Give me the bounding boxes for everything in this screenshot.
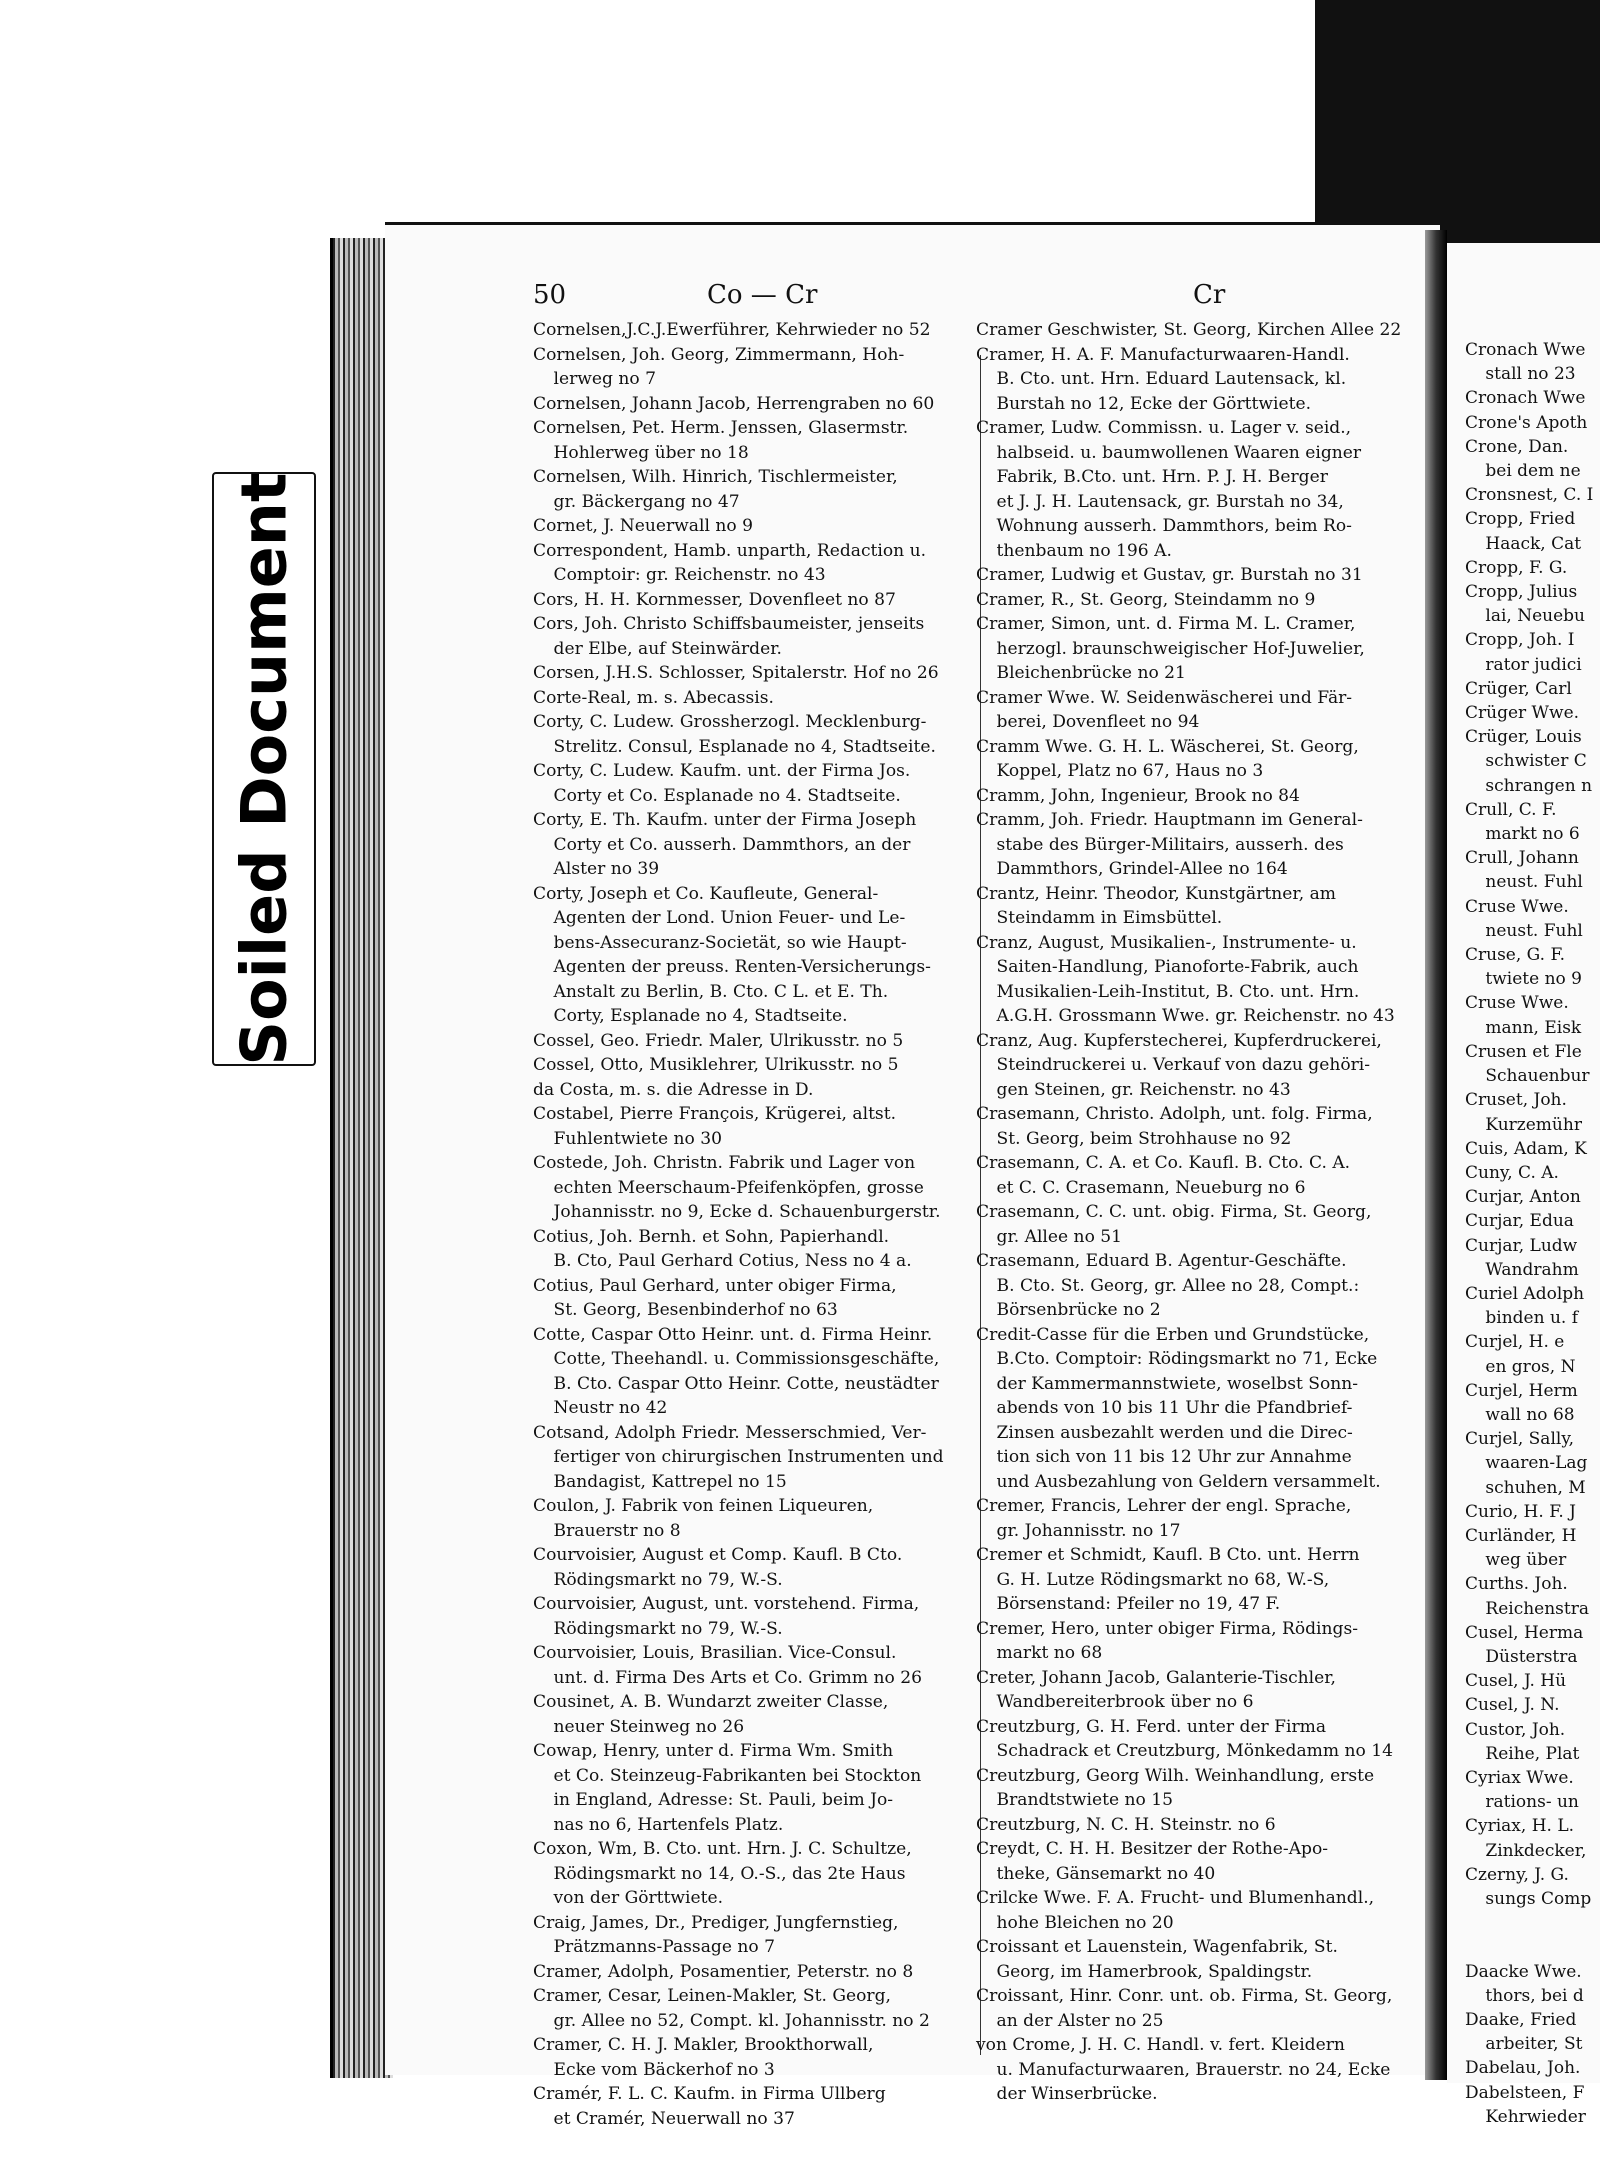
directory-entry-line: Rödingsmarkt no 14, O.-S., das 2te Haus <box>553 1863 906 1884</box>
directory-entry-line: Custor, Joh. <box>1465 1719 1566 1740</box>
directory-entry-line: Correspondent, Hamb. unparth, Redaction u. <box>533 540 927 561</box>
directory-entry-line: theke, Gänsemarkt no 40 <box>996 1863 1216 1884</box>
directory-entry-line: Cramer, R., St. Georg, Steindamm no 9 <box>976 589 1316 610</box>
directory-entry-line: Dabelsteen, F <box>1465 2082 1585 2103</box>
directory-entry-line: Corte-Real, m. s. Abecassis. <box>533 687 774 708</box>
directory-entry-line: Curths. Joh. <box>1465 1574 1568 1595</box>
directory-entry-line: Brandtstwiete no 15 <box>996 1790 1174 1810</box>
directory-entry-line: Cramm, John, Ingenieur, Brook no 84 <box>976 785 1300 806</box>
directory-entry-line: sungs Comp <box>1485 1889 1592 1909</box>
directory-entry-line: bens-Assecuranz-Societät, so wie Haupt- <box>553 932 907 953</box>
directory-entry-line: Wandrahm <box>1485 1259 1579 1280</box>
directory-entry-line: Saiten-Handlung, Pianoforte-Fabrik, auch <box>996 957 1359 977</box>
directory-entry-line: Creter, Johann Jacob, Galanterie-Tischler, <box>976 1667 1336 1688</box>
directory-entry-line: Courvoisier, August et Comp. Kaufl. B Cto. <box>533 1545 903 1565</box>
directory-entry-line: Cors, Joh. Christo Schiffsbaumeister, jenseits <box>533 614 925 634</box>
left-running-title: Co — Cr <box>707 280 818 310</box>
directory-entry-line: Cremer et Schmidt, Kaufl. B Cto. unt. Herrn <box>976 1545 1360 1565</box>
directory-entry-line: Koppel, Platz no 67, Haus no 3 <box>996 761 1264 781</box>
directory-entry-line: B.Cto. Comptoir: Rödingsmarkt no 71, Ecke <box>996 1349 1378 1369</box>
directory-entry-line: Crilcke Wwe. F. A. Frucht- und Blumenhandl., <box>976 1888 1375 1908</box>
directory-entry-line: Fuhlentwiete no 30 <box>553 1128 722 1149</box>
directory-entry-line: schwister C <box>1485 751 1587 772</box>
directory-entry-line: Cronsnest, C. I <box>1465 485 1594 506</box>
directory-entry-line: Cramer, H. A. F. Manufacturwaaren-Handl. <box>976 344 1350 365</box>
directory-entry-line: Zinkdecker, <box>1485 1840 1587 1861</box>
directory-entry-line: Fabrik, B.Cto. unt. Hrn. P. J. H. Berger <box>996 467 1328 487</box>
directory-entry-line: Cramm Wwe. G. H. L. Wäscherei, St. Georg, <box>976 736 1359 757</box>
directory-entry-line: Craig, James, Dr., Prediger, Jungfernstieg, <box>533 1912 899 1933</box>
directory-entry-line: in England, Adresse: St. Pauli, beim Jo- <box>553 1790 894 1810</box>
directory-entry-line: lai, Neuebu <box>1485 606 1585 627</box>
directory-entry-line: Creutzburg, Georg Wilh. Weinhandlung, erste <box>976 1765 1375 1786</box>
directory-entry-line: twiete no 9 <box>1485 969 1582 990</box>
directory-entry-line: von Crome, J. H. C. Handl. v. fert. Kleidern <box>976 2035 1345 2055</box>
directory-entry-line: Bandagist, Kattrepel no 15 <box>553 1471 787 1492</box>
directory-entry-line: Cossel, Geo. Friedr. Maler, Ulrikusstr. no 5 <box>533 1030 904 1051</box>
directory-entry-line: Cremer, Hero, unter obiger Firma, Rödings- <box>976 1618 1359 1639</box>
directory-entry-line: fertiger von chirurgischen Instrumenten und <box>553 1447 944 1467</box>
directory-entry-line: Steindamm in Eimsbüttel. <box>996 908 1223 928</box>
directory-entry-line: Corty, C. Ludew. Grossherzogl. Mecklenburg- <box>533 712 927 732</box>
stamp-label: Soiled Document <box>227 472 301 1066</box>
directory-entry-line: Corty, C. Ludew. Kaufm. unt. der Firma Jos. <box>533 761 911 781</box>
directory-entry-line: Cramér, F. L. C. Kaufm. in Firma Ullberg <box>533 2084 886 2104</box>
directory-entry-line: schuhen, M <box>1485 1477 1586 1498</box>
directory-entry-line: Dammthors, Grindel-Allee no 164 <box>996 859 1288 879</box>
directory-entry-line: Cuny, C. A. <box>1465 1162 1559 1183</box>
directory-entry-line: Cotsand, Adolph Friedr. Messerschmied, Ver- <box>533 1422 927 1443</box>
directory-entry-line: u. Manufacturwaaren, Brauerstr. no 24, Ecke <box>996 2059 1391 2080</box>
directory-entry-line: Crasemann, Eduard B. Agentur-Geschäfte. <box>976 1251 1347 1271</box>
directory-entry-line: abends von 10 bis 11 Uhr die Pfandbrief- <box>996 1398 1353 1418</box>
scan-dark-corner <box>1315 0 1600 250</box>
right-column <box>1465 338 1593 2129</box>
directory-entry-line: Cramer, Cesar, Leinen-Makler, St. Georg, <box>533 1986 891 2006</box>
directory-entry-line: Bleichenbrücke no 21 <box>996 663 1186 683</box>
directory-entry-line: Crasemann, Christo. Adolph, unt. folg. Firma, <box>976 1104 1373 1124</box>
directory-entry-line: Kurzemühr <box>1485 1114 1582 1135</box>
directory-entry-line: Schauenbur <box>1485 1066 1590 1087</box>
directory-entry-line: Comptoir: gr. Reichenstr. no 43 <box>553 565 826 585</box>
directory-entry-line: Musikalien-Leih-Institut, B. Cto. unt. Hrn. <box>996 981 1360 1002</box>
directory-entry-line: Cotte, Theehandl. u. Commissionsgeschäfte, <box>553 1349 940 1369</box>
directory-entry-line: Cors, H. H. Kornmesser, Dovenfleet no 87 <box>533 589 896 610</box>
directory-entry-line: Cramer Wwe. W. Seidenwäscherei und Fär- <box>976 687 1353 708</box>
directory-entry-line: hohe Bleichen no 20 <box>996 1912 1174 1933</box>
directory-entry-line: Cramer, Ludw. Commissn. u. Lager v. seid., <box>976 418 1352 438</box>
directory-entry-line: Credit-Casse für die Erben und Grundstücke, <box>976 1324 1370 1345</box>
directory-entry-line: Cronach Wwe <box>1465 340 1586 360</box>
directory-entry-line: Cropp, F. G. <box>1465 557 1568 578</box>
directory-entry-line: bei dem ne <box>1485 461 1581 482</box>
directory-entry-line: Cremer, Francis, Lehrer der engl. Sprache, <box>976 1496 1352 1516</box>
directory-entry-line: markt no 68 <box>996 1643 1103 1663</box>
left-column <box>533 318 983 2131</box>
directory-entry-line: Coxon, Wm, B. Cto. unt. Hrn. J. C. Schultze, <box>533 1839 912 1859</box>
directory-entry-line: gr. Johannisstr. no 17 <box>996 1520 1181 1541</box>
directory-entry-line: Cyriax, H. L. <box>1465 1816 1575 1837</box>
directory-entry-line: binden u. f <box>1485 1308 1579 1329</box>
directory-entry-line: Creydt, C. H. H. Besitzer der Rothe-Apo- <box>976 1839 1329 1859</box>
directory-entry-line: St. Georg, beim Strohhause no 92 <box>996 1128 1292 1149</box>
directory-entry-line: Curjel, Sally, <box>1465 1429 1575 1450</box>
directory-entry-line: Johannisstr. no 9, Ecke d. Schauenburgerstr. <box>553 1202 941 1222</box>
directory-entry-line: B. Cto. unt. Hrn. Eduard Lautensack, kl. <box>996 369 1347 389</box>
directory-entry-line: Cornelsen, Wilh. Hinrich, Tischlermeister, <box>533 467 898 487</box>
directory-entry-line: Hohlerweg über no 18 <box>553 442 749 463</box>
directory-entry-line: Croissant, Hinr. Conr. unt. ob. Firma, St. Georg, <box>976 1986 1393 2006</box>
directory-entry-line: Creutzburg, N. C. H. Steinstr. no 6 <box>976 1814 1276 1835</box>
directory-entry-line: neust. Fuhl <box>1485 872 1583 893</box>
directory-entry-line: berei, Dovenfleet no 94 <box>996 712 1200 732</box>
directory-entry-line: Cusel, J. Hü <box>1465 1671 1567 1692</box>
directory-entry-line: Alster no 39 <box>553 859 660 879</box>
directory-entry-line: B. Cto, Paul Gerhard Cotius, Ness no 4 a. <box>553 1251 912 1271</box>
directory-entry-line: Cossel, Otto, Musiklehrer, Ulrikusstr. no 5 <box>533 1055 899 1075</box>
directory-entry-line: Corty et Co. ausserh. Dammthors, an der <box>553 834 911 855</box>
directory-entry-line: von der Görttwiete. <box>553 1888 724 1908</box>
directory-entry-line: Curjar, Anton <box>1465 1187 1581 1208</box>
directory-entry-line: neust. Fuhl <box>1485 920 1583 941</box>
directory-entry-line: Courvoisier, August, unt. vorstehend. Firma, <box>533 1594 920 1614</box>
directory-entry-line: G. H. Lutze Rödingsmarkt no 68, W.-S, <box>996 1569 1330 1590</box>
directory-entry-line: neuer Steinweg no 26 <box>553 1716 745 1737</box>
directory-entry-line: Cornelsen, Johann Jacob, Herrengraben no 60 <box>533 393 935 414</box>
directory-entry-line: der Winserbrücke. <box>996 2084 1158 2104</box>
directory-entry-line: Wohnung ausserh. Dammthors, beim Ro- <box>996 516 1352 536</box>
directory-entry-line: Cotius, Paul Gerhard, unter obiger Firma, <box>533 1275 897 1296</box>
directory-entry-line: gr. Allee no 52, Compt. kl. Johannisstr. no 2 <box>553 2010 930 2031</box>
directory-entry-line: stabe des Bürger-Militairs, ausserh. des <box>996 834 1344 855</box>
directory-entry-line: weg über <box>1485 1550 1567 1571</box>
directory-entry-line: Börsenstand: Pfeiler no 19, 47 F. <box>996 1594 1281 1614</box>
directory-entry-line <box>1465 1911 1593 1935</box>
directory-entry-line: Kehrwieder <box>1485 2106 1586 2127</box>
directory-entry-line: Curjar, Ludw <box>1465 1235 1578 1256</box>
book-page-edges <box>330 238 393 2078</box>
directory-entry-line: et C. C. Crasemann, Neueburg no 6 <box>996 1177 1306 1198</box>
directory-entry-line: Cropp, Julius <box>1465 582 1578 603</box>
directory-entry-line: markt no 6 <box>1485 824 1580 845</box>
directory-entry-line: Costede, Joh. Christn. Fabrik und Lager von <box>533 1153 916 1173</box>
directory-entry-line: herzogl. braunschweigischer Hof-Juwelier, <box>996 638 1365 659</box>
book-gutter <box>1425 230 1447 2080</box>
directory-entry-line: Cornelsen,J.C.J.Ewerführer, Kehrwieder no 52 <box>533 320 931 340</box>
directory-entry-line: Czerny, J. G. <box>1465 1864 1569 1885</box>
directory-entry-line: Crull, Johann <box>1465 848 1579 869</box>
directory-entry-line: Curjel, H. e <box>1465 1332 1565 1353</box>
directory-entry-line: gr. Bäckergang no 47 <box>553 491 740 512</box>
directory-entry-line: et Co. Steinzeug-Fabrikanten bei Stockton <box>553 1765 922 1786</box>
soiled-document-stamp <box>212 472 316 1066</box>
directory-entry-line: Schadrack et Creutzburg, Mönkedamm no 14 <box>996 1741 1394 1761</box>
directory-entry-line: Cusel, J. N. <box>1465 1695 1560 1716</box>
directory-entry-line <box>1465 1935 1593 1959</box>
directory-entry-line: Costabel, Pierre François, Krügerei, altst. <box>533 1104 897 1124</box>
directory-entry-line: Curjel, Herm <box>1465 1380 1578 1401</box>
directory-entry-line: halbseid. u. baumwollenen Waaren eigner <box>996 442 1362 463</box>
directory-entry-line: Dabelau, Joh. <box>1465 2058 1581 2079</box>
directory-entry-line: Cotius, Joh. Bernh. et Sohn, Papierhandl. <box>533 1226 890 1247</box>
directory-entry-line: Agenten der preuss. Renten-Versicherungs- <box>553 957 931 977</box>
right-running-title: Cr <box>1193 280 1226 310</box>
directory-entry-line: und Ausbezahlung von Geldern versammelt. <box>996 1471 1381 1492</box>
directory-entry-line: Neustr no 42 <box>553 1398 668 1418</box>
directory-entry-line: Corty, Esplanade no 4, Stadtseite. <box>553 1006 848 1026</box>
middle-column <box>976 318 1426 2107</box>
directory-entry-line: Cranz, August, Musikalien-, Instrumente- u. <box>976 932 1357 953</box>
directory-entry-line: Corsen, J.H.S. Schlosser, Spitalerstr. Hof no 26 <box>533 663 939 683</box>
directory-entry-line: Cornelsen, Pet. Herm. Jenssen, Glasermstr. <box>533 418 909 438</box>
directory-entry-line: Daacke Wwe. <box>1465 1961 1582 1982</box>
directory-entry-line: Cornelsen, Joh. Georg, Zimmermann, Hoh- <box>533 344 905 365</box>
directory-entry-line: thenbaum no 196 A. <box>996 540 1172 561</box>
directory-entry-line: Georg, im Hamerbrook, Spaldingstr. <box>996 1961 1313 1982</box>
directory-entry-line: Curio, H. F. J <box>1465 1501 1576 1522</box>
directory-entry-line: en gros, N <box>1485 1356 1576 1377</box>
directory-entry-line: Cramer, Adolph, Posamentier, Peterstr. no 8 <box>533 1961 914 1982</box>
directory-entry-line: B. Cto. St. Georg, gr. Allee no 28, Compt.: <box>996 1275 1360 1296</box>
directory-entry-line: Zinsen ausbezahlt werden und die Direc- <box>996 1422 1353 1443</box>
directory-entry-line: der Kammermannstwiete, woselbst Sonn- <box>996 1373 1359 1394</box>
directory-entry-line: Crüger, Louis <box>1465 727 1582 748</box>
directory-entry-line: et J. J. H. Lautensack, gr. Burstah no 34, <box>996 491 1344 512</box>
directory-entry-line: Cramer Geschwister, St. Georg, Kirchen Allee 22 <box>976 320 1402 340</box>
directory-entry-line: rations- un <box>1485 1792 1579 1813</box>
directory-entry-line: gen Steinen, gr. Reichenstr. no 43 <box>996 1079 1291 1100</box>
directory-entry-line: Crone, Dan. <box>1465 436 1569 457</box>
directory-entry-line: stall no 23 <box>1485 364 1576 385</box>
directory-entry-line: an der Alster no 25 <box>996 2010 1164 2031</box>
directory-entry-line: tion sich von 11 bis 12 Uhr zur Annahme <box>996 1447 1352 1467</box>
directory-entry-line: Anstalt zu Berlin, B. Cto. C L. et E. Th. <box>553 981 889 1002</box>
directory-entry-line: Cotte, Caspar Otto Heinr. unt. d. Firma Heinr. <box>533 1324 933 1345</box>
directory-entry-line: St. Georg, Besenbinderhof no 63 <box>553 1300 838 1320</box>
directory-entry-line: rator judici <box>1485 654 1582 675</box>
directory-entry-line: Curiel Adolph <box>1465 1283 1585 1304</box>
directory-entry-line: Daake, Fried <box>1465 2010 1577 2031</box>
directory-entry-line: Cramer, Ludwig et Gustav, gr. Burstah no 31 <box>976 565 1363 585</box>
directory-entry-line: A.G.H. Grossmann Wwe. gr. Reichenstr. no 43 <box>996 1006 1395 1026</box>
directory-entry-line: Curjar, Edua <box>1465 1211 1574 1232</box>
directory-entry-line: Düsterstra <box>1485 1646 1578 1667</box>
directory-entry-line: Cousinet, A. B. Wundarzt zweiter Classe, <box>533 1692 889 1712</box>
directory-entry-line: Cranz, Aug. Kupferstecherei, Kupferdruckerei, <box>976 1030 1382 1051</box>
directory-entry-line: Crasemann, C. C. unt. obig. Firma, St. Georg, <box>976 1202 1372 1222</box>
directory-entry-line: Crantz, Heinr. Theodor, Kunstgärtner, am <box>976 883 1336 904</box>
directory-entry-line: Cramer, Simon, unt. d. Firma M. L. Cramer, <box>976 614 1356 634</box>
directory-entry-line: Steindruckerei u. Verkauf von dazu gehöri- <box>996 1055 1371 1075</box>
directory-entry-line: Cornet, J. Neuerwall no 9 <box>533 516 753 536</box>
directory-entry-line: der Elbe, auf Steinwärder. <box>553 638 782 659</box>
directory-entry-line: schrangen n <box>1485 775 1593 796</box>
directory-entry-line: Reichenstra <box>1485 1598 1589 1619</box>
directory-entry-line: Cropp, Fried <box>1465 509 1576 530</box>
directory-entry-line: Cruse Wwe. <box>1465 896 1569 917</box>
directory-entry-line: Brauerstr no 8 <box>553 1520 681 1541</box>
directory-entry-line: Cronach Wwe <box>1465 388 1586 409</box>
directory-entry-line: Strelitz. Consul, Esplanade no 4, Stadtseite. <box>553 736 936 757</box>
directory-entry-line: Corty, Joseph et Co. Kaufleute, General- <box>533 883 879 904</box>
directory-entry-line: Corty et Co. Esplanade no 4. Stadtseite. <box>553 785 901 806</box>
page-number: 50 <box>533 280 567 310</box>
directory-entry-line: Creutzburg, G. H. Ferd. unter der Firma <box>976 1716 1327 1737</box>
directory-entry-line: Reihe, Plat <box>1485 1743 1580 1764</box>
directory-entry-line: Cramm, Joh. Friedr. Hauptmann im General- <box>976 810 1363 830</box>
directory-entry-line: Cropp, Joh. I <box>1465 630 1575 651</box>
directory-entry-line: Courvoisier, Louis, Brasilian. Vice-Consul. <box>533 1643 897 1663</box>
directory-entry-line: wall no 68 <box>1485 1404 1575 1425</box>
directory-entry-line: et Cramér, Neuerwall no 37 <box>553 2108 795 2129</box>
directory-entry-line: gr. Allee no 51 <box>996 1226 1123 1247</box>
directory-entry-line: Ecke vom Bäckerhof no 3 <box>553 2059 775 2080</box>
directory-entry-line: mann, Eisk <box>1485 1017 1582 1038</box>
directory-entry-line: Burstah no 12, Ecke der Görttwiete. <box>996 393 1311 414</box>
directory-entry-line: Cruse Wwe. <box>1465 993 1569 1014</box>
directory-entry-line: Crusen et Fle <box>1465 1041 1582 1062</box>
directory-entry-line: Crüger Wwe. <box>1465 703 1580 724</box>
directory-entry-line: Cowap, Henry, unter d. Firma Wm. Smith <box>533 1741 894 1761</box>
directory-entry-line: Cyriax Wwe. <box>1465 1767 1574 1788</box>
directory-entry-line: Croissant et Lauenstein, Wagenfabrik, St. <box>976 1937 1338 1957</box>
directory-entry-line: Crasemann, C. A. et Co. Kaufl. B. Cto. C. A. <box>976 1153 1351 1173</box>
directory-entry-line: lerweg no 7 <box>553 369 657 389</box>
directory-entry-line: Cruse, G. F. <box>1465 945 1566 966</box>
directory-entry-line: arbeiter, St <box>1485 2034 1583 2055</box>
directory-entry-line: waaren-Lag <box>1485 1453 1588 1474</box>
directory-entry-line: Agenten der Lond. Union Feuer- und Le- <box>553 908 906 928</box>
directory-entry-line: Cuis, Adam, K <box>1465 1138 1587 1159</box>
directory-entry-line: Rödingsmarkt no 79, W.-S. <box>553 1569 783 1590</box>
directory-entry-line: Curländer, H <box>1465 1525 1577 1546</box>
directory-entry-line: B. Cto. Caspar Otto Heinr. Cotte, neustädter <box>553 1373 939 1394</box>
directory-entry-line: thors, bei d <box>1485 1985 1584 2006</box>
directory-entry-line: Prätzmanns-Passage no 7 <box>553 1937 775 1957</box>
directory-entry-line: Coulon, J. Fabrik von feinen Liqueuren, <box>533 1496 874 1516</box>
directory-entry-line: Cramer, C. H. J. Makler, Brookthorwall, <box>533 2035 874 2055</box>
directory-entry-line: echten Meerschaum-Pfeifenköpfen, grosse <box>553 1177 924 1198</box>
directory-entry-line: Rödingsmarkt no 79, W.-S. <box>553 1618 783 1639</box>
directory-entry-line: Haack, Cat <box>1485 533 1582 554</box>
directory-entry-line: Corty, E. Th. Kaufm. unter der Firma Joseph <box>533 810 917 830</box>
directory-entry-line: Wandbereiterbrook über no 6 <box>996 1692 1254 1712</box>
directory-entry-line: Börsenbrücke no 2 <box>996 1300 1161 1320</box>
directory-entry-line: Crüger, Carl <box>1465 678 1572 699</box>
book-page-right-partial <box>1447 240 1600 2127</box>
directory-entry-line: Cusel, Herma <box>1465 1622 1584 1643</box>
directory-entry-line: Crone's Apoth <box>1465 412 1588 433</box>
directory-entry-line: unt. d. Firma Des Arts et Co. Grimm no 26 <box>553 1667 923 1688</box>
directory-entry-line: Cruset, Joh. <box>1465 1090 1567 1111</box>
directory-entry-line: Crull, C. F. <box>1465 799 1557 820</box>
directory-entry-line: da Costa, m. s. die Adresse in D. <box>533 1079 814 1100</box>
directory-entry-line: nas no 6, Hartenfels Platz. <box>553 1814 784 1835</box>
